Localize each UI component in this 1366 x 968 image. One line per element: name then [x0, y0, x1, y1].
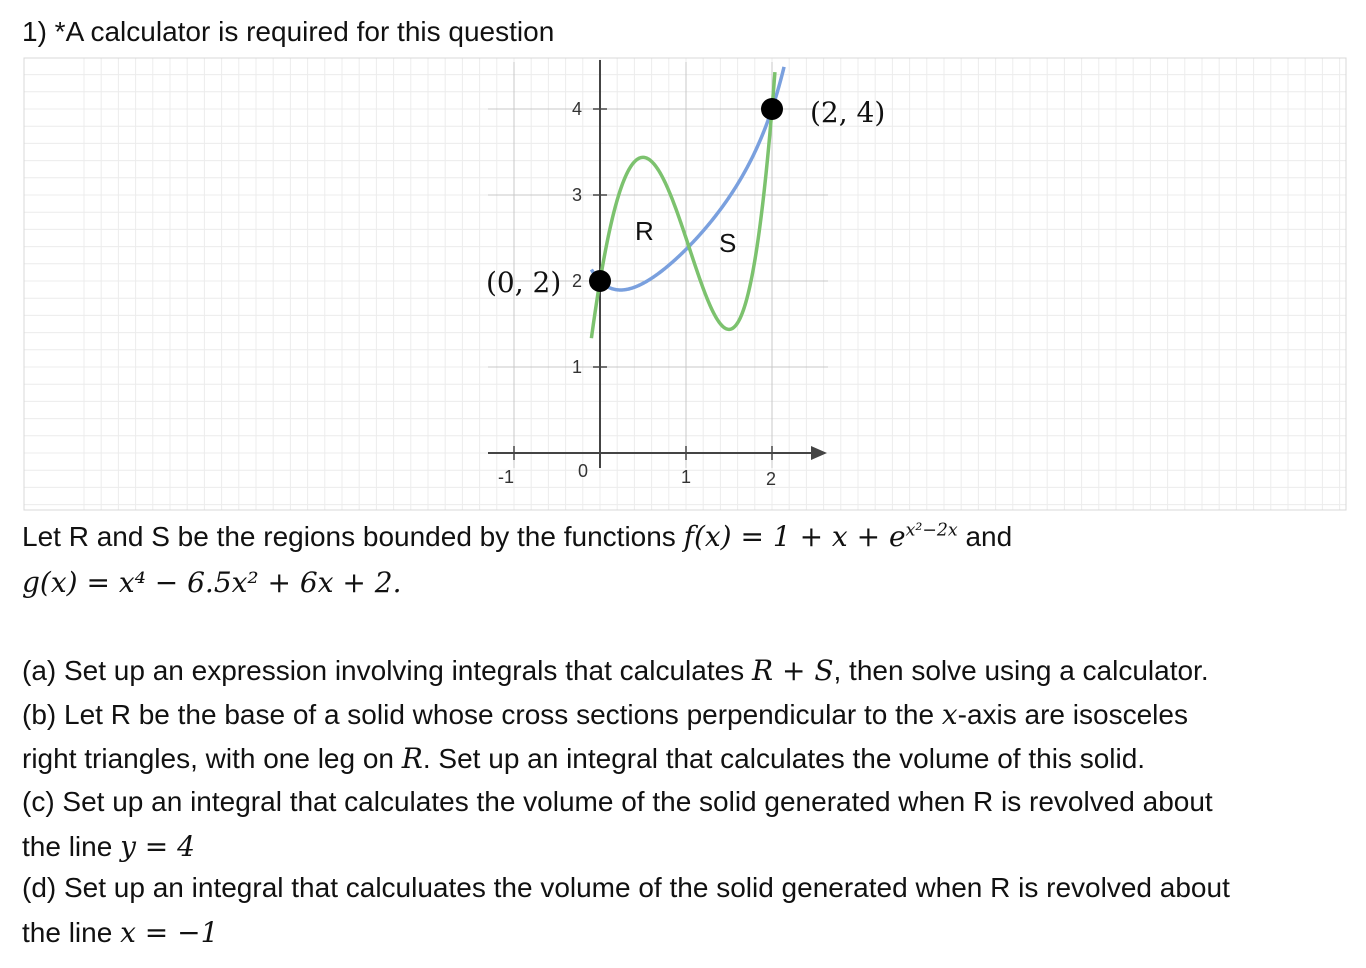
y-tick-label: 3	[572, 185, 583, 205]
part-b-line2: right triangles, with one leg on R. Set up an integral that calculates the volume of this solid.	[22, 742, 1146, 775]
point-0-2	[589, 270, 611, 292]
question-title: 1) *A calculator is required for this question	[22, 16, 555, 47]
grid	[24, 58, 1346, 510]
point-label-0-2: (0, 2)	[486, 266, 562, 299]
part-d-line2: the line x = −1	[22, 916, 219, 949]
y-tick-label: 2	[572, 271, 583, 291]
problem-intro-line2: g(x) = x⁴ − 6.5x² + 6x + 2.	[22, 566, 402, 599]
part-a: (a) Set up an expression involving integrals that calculates R + S, then solve using a calculator.	[22, 654, 1209, 687]
y-tick-label: 1	[572, 357, 583, 377]
point-2-4	[761, 98, 783, 120]
part-c-line1: (c) Set up an integral that calculates the volume of the solid generated when R is revolved about	[22, 786, 1213, 817]
x-tick-label: 0	[578, 461, 589, 481]
point-label-2-4: (2, 4)	[810, 96, 886, 129]
y-tick-label: 4	[572, 99, 583, 119]
part-c-line2: the line y = 4	[22, 830, 195, 863]
region-label-r: R	[635, 216, 654, 246]
part-d-line1: (d) Set up an integral that calculuates the volume of the solid generated when R is revolved about	[22, 872, 1230, 903]
x-tick-label: 1	[681, 467, 692, 487]
part-b-line1: (b) Let R be the base of a solid whose cross sections perpendicular to the x-axis are isosceles	[22, 698, 1188, 731]
x-tick-label: 2	[766, 469, 777, 489]
problem-intro-line1: Let R and S be the regions bounded by the functions $f(x) = 1 + x + e^{x^2-2x}$ and	[22, 520, 1013, 553]
x-axis-arrow	[811, 446, 827, 460]
x-tick-label: -1	[498, 467, 515, 487]
region-label-s: S	[719, 228, 737, 258]
